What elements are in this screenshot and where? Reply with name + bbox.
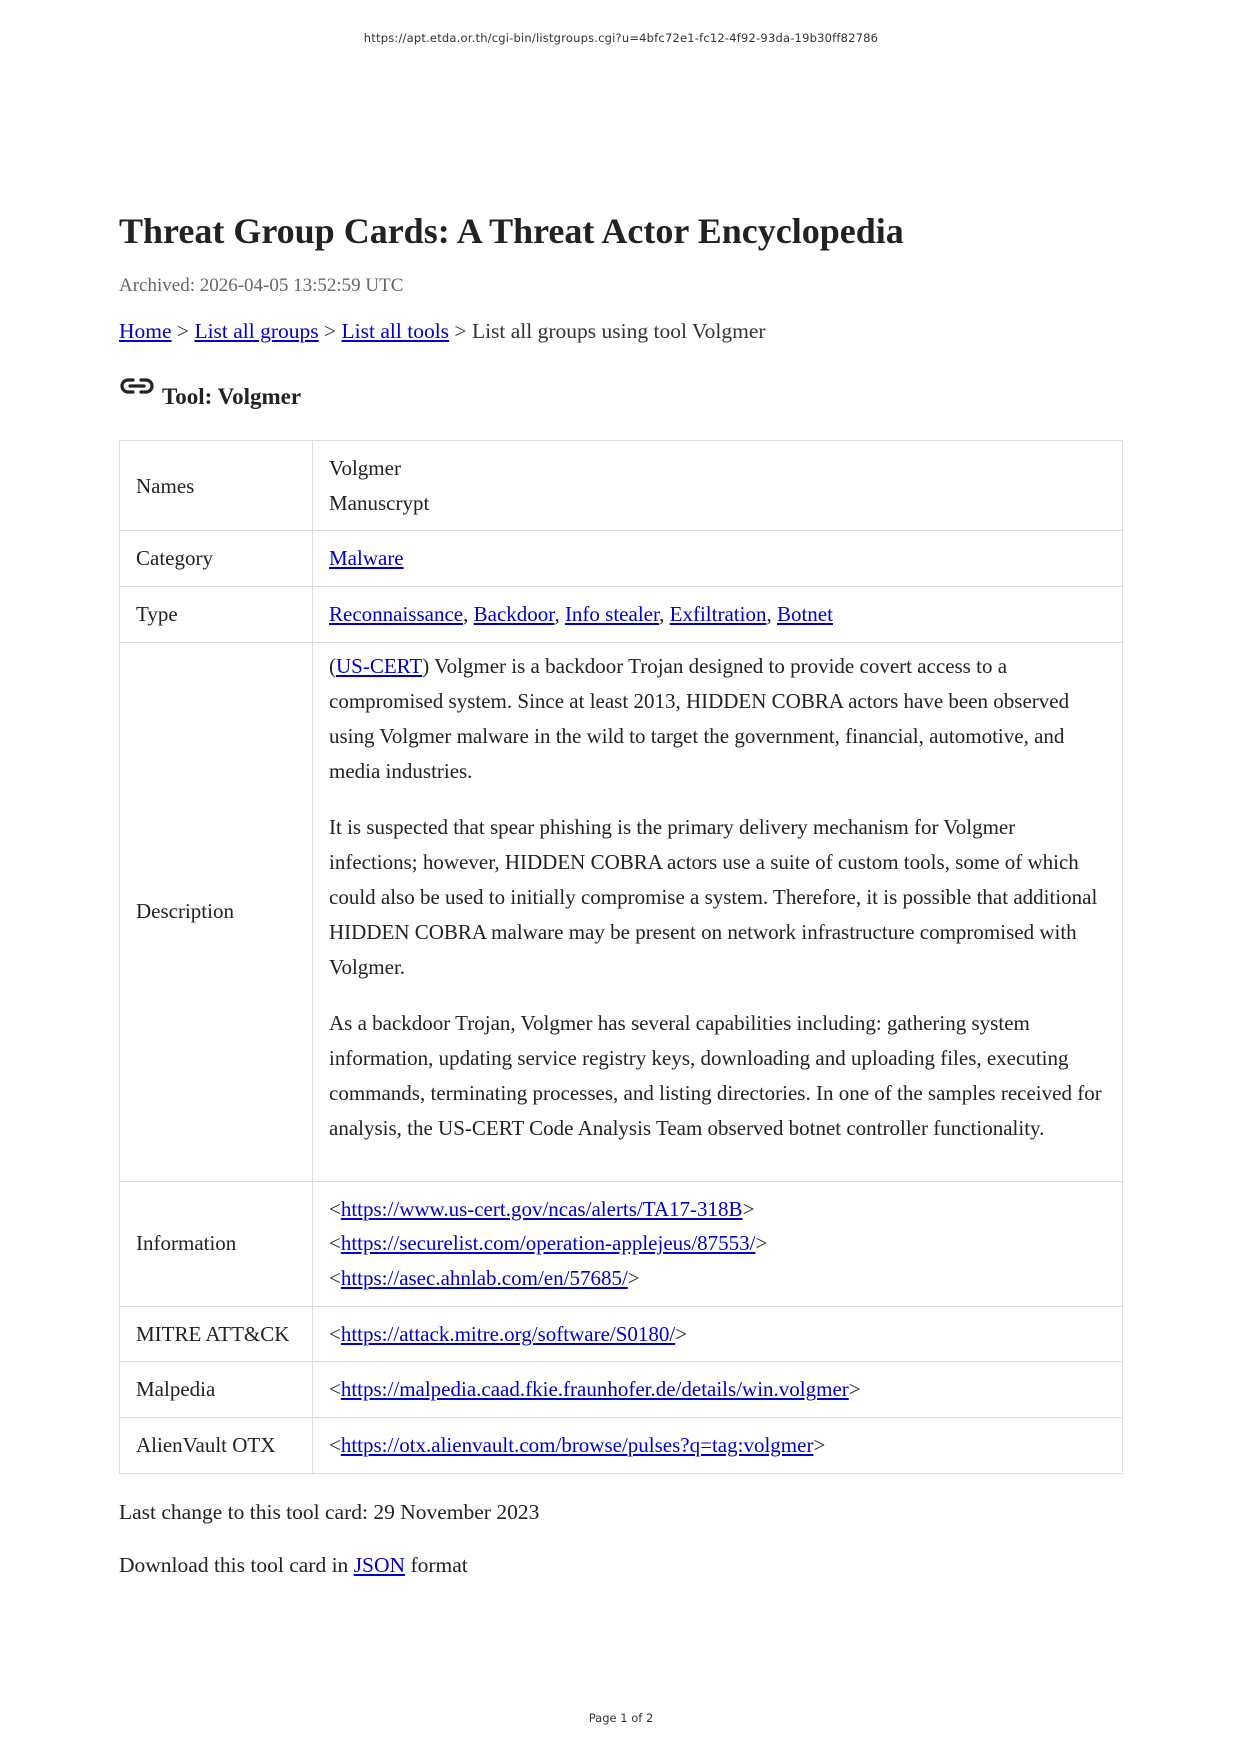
page-title: Threat Group Cards: A Threat Actor Encyclopedia [119, 211, 904, 251]
description-paragraph [329, 649, 1106, 789]
description-text: ) Volgmer is a backdoor Trojan designed to provide covert access to a compromised system. Since at least 2013, HIDDEN COBRA actors have been observed using Volgmer malware in the wild to target the government, financial, automotive, and media industries. [329, 653, 1070, 783]
mitre-label: MITRE ATT&CK [120, 1306, 313, 1362]
angle-open: < [329, 1266, 341, 1291]
category-row [120, 531, 1123, 587]
breadcrumb-list-groups-link[interactable]: List all groups [194, 319, 319, 344]
type-label: Type [120, 587, 313, 643]
angle-close: > [742, 1196, 755, 1221]
name-item: Volgmer [329, 456, 401, 481]
type-separator: , [554, 602, 565, 627]
download-prefix: Download this tool card in [119, 1552, 354, 1577]
breadcrumb-home-link[interactable]: Home [119, 319, 172, 344]
open-paren: ( [329, 653, 336, 678]
otx-link[interactable]: https://otx.alienvault.com/browse/pulses?q=tag:volgmer [340, 1432, 814, 1457]
angle-close: > [627, 1266, 640, 1291]
description-value [313, 642, 1123, 1181]
type-link[interactable]: Botnet [776, 602, 833, 627]
angle-close: > [675, 1321, 688, 1346]
malpedia-label: Malpedia [120, 1362, 313, 1418]
breadcrumb-separator: > [171, 319, 195, 344]
type-link[interactable]: Info stealer [564, 602, 660, 627]
main-content [119, 210, 1123, 1578]
type-separator: , [766, 602, 777, 627]
angle-open: < [329, 1231, 341, 1256]
category-value [313, 531, 1123, 587]
angle-close: > [755, 1231, 768, 1256]
information-link[interactable]: https://securelist.com/operation-applejeus/87553/ [340, 1231, 756, 1256]
tool-heading [119, 376, 1123, 412]
otx-row [120, 1417, 1123, 1473]
information-link-line [329, 1226, 1106, 1261]
names-row [120, 441, 1123, 531]
print-header-url: https://apt.etda.or.th/cgi-bin/listgroups.cgi?u=4bfc72e1-fc12-4f92-93da-19b30ff82786 [363, 31, 879, 45]
breadcrumb [119, 319, 1123, 344]
breadcrumb-separator: > [449, 319, 472, 344]
information-label: Information [120, 1181, 313, 1306]
otx-label: AlienVault OTX [120, 1417, 313, 1473]
last-change-text: Last change to this tool card: 29 November 2023 [119, 1499, 540, 1524]
information-row [120, 1181, 1123, 1306]
type-link[interactable]: Backdoor [473, 602, 555, 627]
names-value [313, 441, 1123, 531]
archived-timestamp: Archived: 2026-04-05 13:52:59 UTC [119, 275, 404, 297]
type-separator: , [659, 602, 670, 627]
description-row [120, 642, 1123, 1181]
name-item: Manuscrypt [329, 490, 430, 515]
category-label: Category [120, 531, 313, 587]
link-icon [119, 374, 155, 398]
names-label: Names [120, 441, 313, 531]
type-link[interactable]: Exfiltration [669, 602, 767, 627]
download-line [119, 1553, 1123, 1578]
tool-title: Tool: Volgmer [162, 384, 302, 410]
information-link[interactable]: https://asec.ahnlab.com/en/57685/ [340, 1266, 628, 1291]
angle-open: < [329, 1377, 341, 1402]
type-link[interactable]: Reconnaissance [329, 602, 464, 627]
angle-close: > [813, 1432, 826, 1457]
description-label: Description [120, 642, 313, 1181]
json-download-link[interactable]: JSON [353, 1552, 406, 1577]
angle-open: < [329, 1432, 341, 1457]
angle-open: < [329, 1196, 341, 1221]
breadcrumb-separator: > [318, 319, 342, 344]
type-separator: , [463, 602, 474, 627]
angle-open: < [329, 1321, 341, 1346]
information-value [313, 1181, 1123, 1306]
angle-close: > [848, 1377, 861, 1402]
page-number: Page 1 of 2 [588, 1711, 654, 1725]
us-cert-source-link[interactable]: US-CERT [336, 653, 423, 678]
mitre-link[interactable]: https://attack.mitre.org/software/S0180/ [340, 1321, 676, 1346]
type-value [313, 587, 1123, 643]
tool-card-table [119, 440, 1123, 1473]
otx-value [313, 1417, 1123, 1473]
category-link[interactable]: Malware [329, 546, 404, 571]
breadcrumb-list-tools-link[interactable]: List all tools [341, 319, 450, 344]
malpedia-value [313, 1362, 1123, 1418]
breadcrumb-current: List all groups using tool Volgmer [471, 319, 766, 344]
malpedia-link[interactable]: https://malpedia.caad.fkie.fraunhofer.de/details/win.volgmer [340, 1377, 849, 1402]
description-paragraph: It is suspected that spear phishing is the primary delivery mechanism for Volgmer infections; however, HIDDEN COBRA actors use a suite of custom tools, some of which could also be used to initially compromise a system. Therefore, it is possible that additional HIDDEN COBRA malware may be present on network infrastructure compromised with Volgmer. [329, 814, 1098, 979]
description-paragraph: As a backdoor Trojan, Volgmer has several capabilities including: gathering system information, updating service registry keys, downloading and uploading files, executing commands, terminating processes, and listing directories. In one of the samples received for analysis, the US-CERT Code Analysis Team observed botnet controller functionality. [329, 1010, 1102, 1140]
information-link-line [329, 1261, 1106, 1296]
type-row [120, 587, 1123, 643]
mitre-value [313, 1306, 1123, 1362]
information-link[interactable]: https://www.us-cert.gov/ncas/alerts/TA17-318B [340, 1196, 743, 1221]
mitre-row [120, 1306, 1123, 1362]
download-suffix: format [405, 1552, 468, 1577]
information-link-line [329, 1192, 1106, 1227]
malpedia-row [120, 1362, 1123, 1418]
